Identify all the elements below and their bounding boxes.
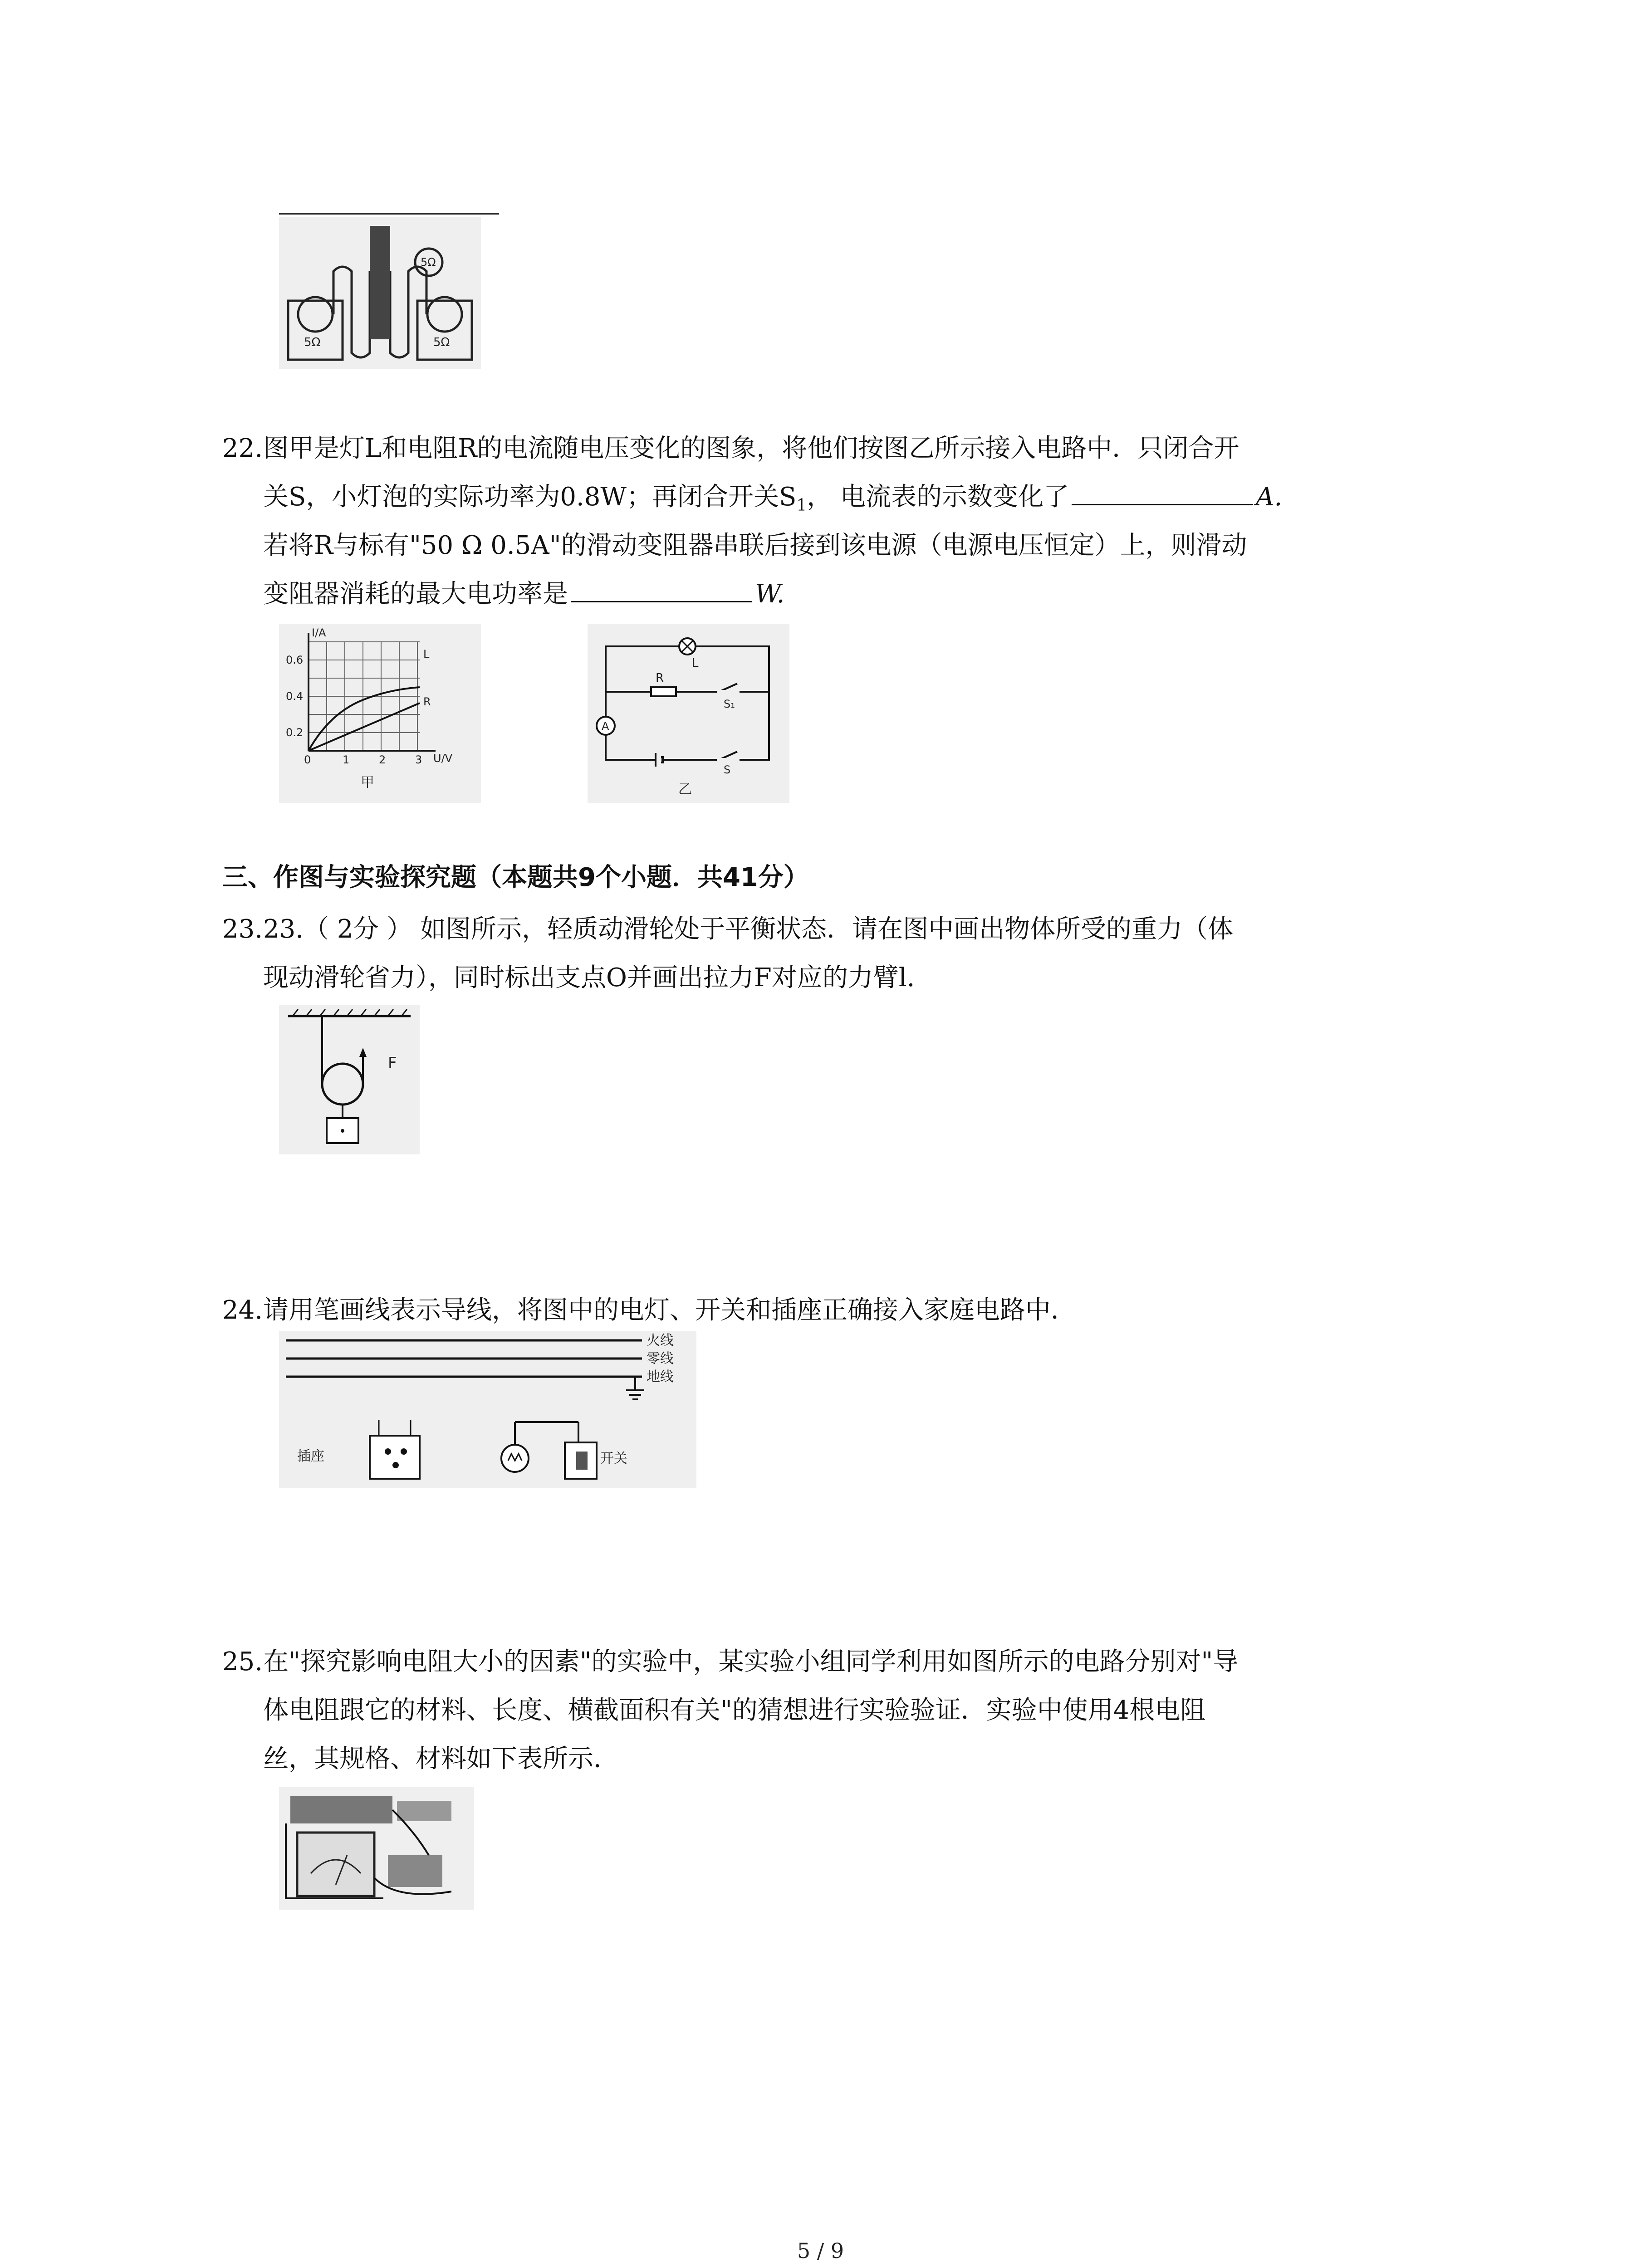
question-text-line: 现动滑轮省力），同时标出支点O并画出拉力F对应的力臂l. [263,963,915,992]
subscript: 1 [796,496,807,515]
x-tick-label: 2 [379,753,386,766]
socket-label: 插座 [297,1448,324,1464]
unit-label: W. [755,579,785,609]
y-axis-label: I/A [312,626,326,639]
resistor-label: R [656,671,664,685]
y-tick-label: 0.6 [286,654,304,666]
neutral-wire-label: 零线 [647,1351,674,1367]
fig23-pulley [279,1005,420,1154]
question-number: 25. [222,1647,263,1677]
figure-caption: 甲 [361,775,374,791]
fig21-top-label: 5Ω [421,256,436,269]
fig22-circuit [588,624,789,803]
question-text-line: 请用笔画线表示导线，将图中的电灯、开关和插座正确接入家庭电路中． [263,1295,1076,1325]
answer-blank[interactable] [571,574,752,602]
curve-label-L: L [423,648,430,660]
switch-label: 开关 [600,1451,627,1466]
figure-caption: 乙 [678,782,692,797]
question-text-line: 关S，小灯泡的实际功率为0.8W；再闭合开关S [263,482,797,512]
question-text-line: 图甲是灯L和电阻R的电流随电压变化的图象，将他们按图乙所示接入电路中．只闭合开 [263,434,1239,463]
question-text-line: 若将R与标有"50 Ω 0.5A"的滑动变阻器串联后接到该电源（电源电压恒定）上，则滑动 [263,531,1247,560]
force-label: F [388,1054,397,1072]
x-axis-label: U/V [433,752,453,765]
unit-label: A. [1256,482,1283,512]
lamp-label: L [692,656,699,670]
question-text-line: 变阻器消耗的最大电功率是 [263,579,568,609]
ground-wire-label: 地线 [647,1369,674,1385]
question-22 [222,424,1447,619]
switch1-label: S₁ [724,698,735,710]
fig22-iu-graph [279,624,481,803]
question-number: 22. [222,434,263,463]
question-text-line: 体电阻跟它的材料、长度、横截面积有关"的猜想进行实验验证．实验中使用4根电阻 [263,1696,1206,1725]
x-tick-label: 3 [415,753,422,766]
fig21-heating-experiment [279,217,481,369]
question-text-line: 23.（ 2分 ） 如图所示，轻质动滑轮处于平衡状态．请在图中画出物体所受的重力（体 [263,914,1234,944]
page-number: 5 / 9 [797,2239,844,2263]
ammeter-label: A [602,720,609,733]
question-23 [222,905,1447,1002]
question-number: 24. [222,1295,263,1325]
fig21-right-label: 5Ω [433,336,450,349]
fig25-experiment-photo [279,1787,474,1910]
answer-blank[interactable] [1072,477,1253,505]
y-tick-label: 0.4 [286,690,304,703]
fig24-household-circuit [279,1331,696,1488]
fig21-left-label: 5Ω [304,336,321,349]
question-text-line: ， 电流表的示数变化了 [807,482,1069,512]
question-text-line: 丝，其规格、材料如下表所示． [263,1744,619,1774]
question-number: 23. [222,914,263,944]
question-text-line: 在"探究影响电阻大小的因素"的实验中，某实验小组同学利用如图所示的电路分别对"导 [263,1647,1239,1677]
y-tick-label: 0.2 [286,726,304,739]
section-heading: 三、作图与实验探究题（本题共9个小题．共41分） [222,863,809,892]
question-25 [222,1637,1447,1783]
live-wire-label: 火线 [647,1333,674,1349]
fig21-top-line [279,213,499,215]
x-tick-origin: 0 [304,753,311,766]
switch-label: S [724,763,731,776]
question-24 [222,1286,1447,1334]
x-tick-label: 1 [343,753,350,766]
curve-label-R: R [423,695,431,708]
